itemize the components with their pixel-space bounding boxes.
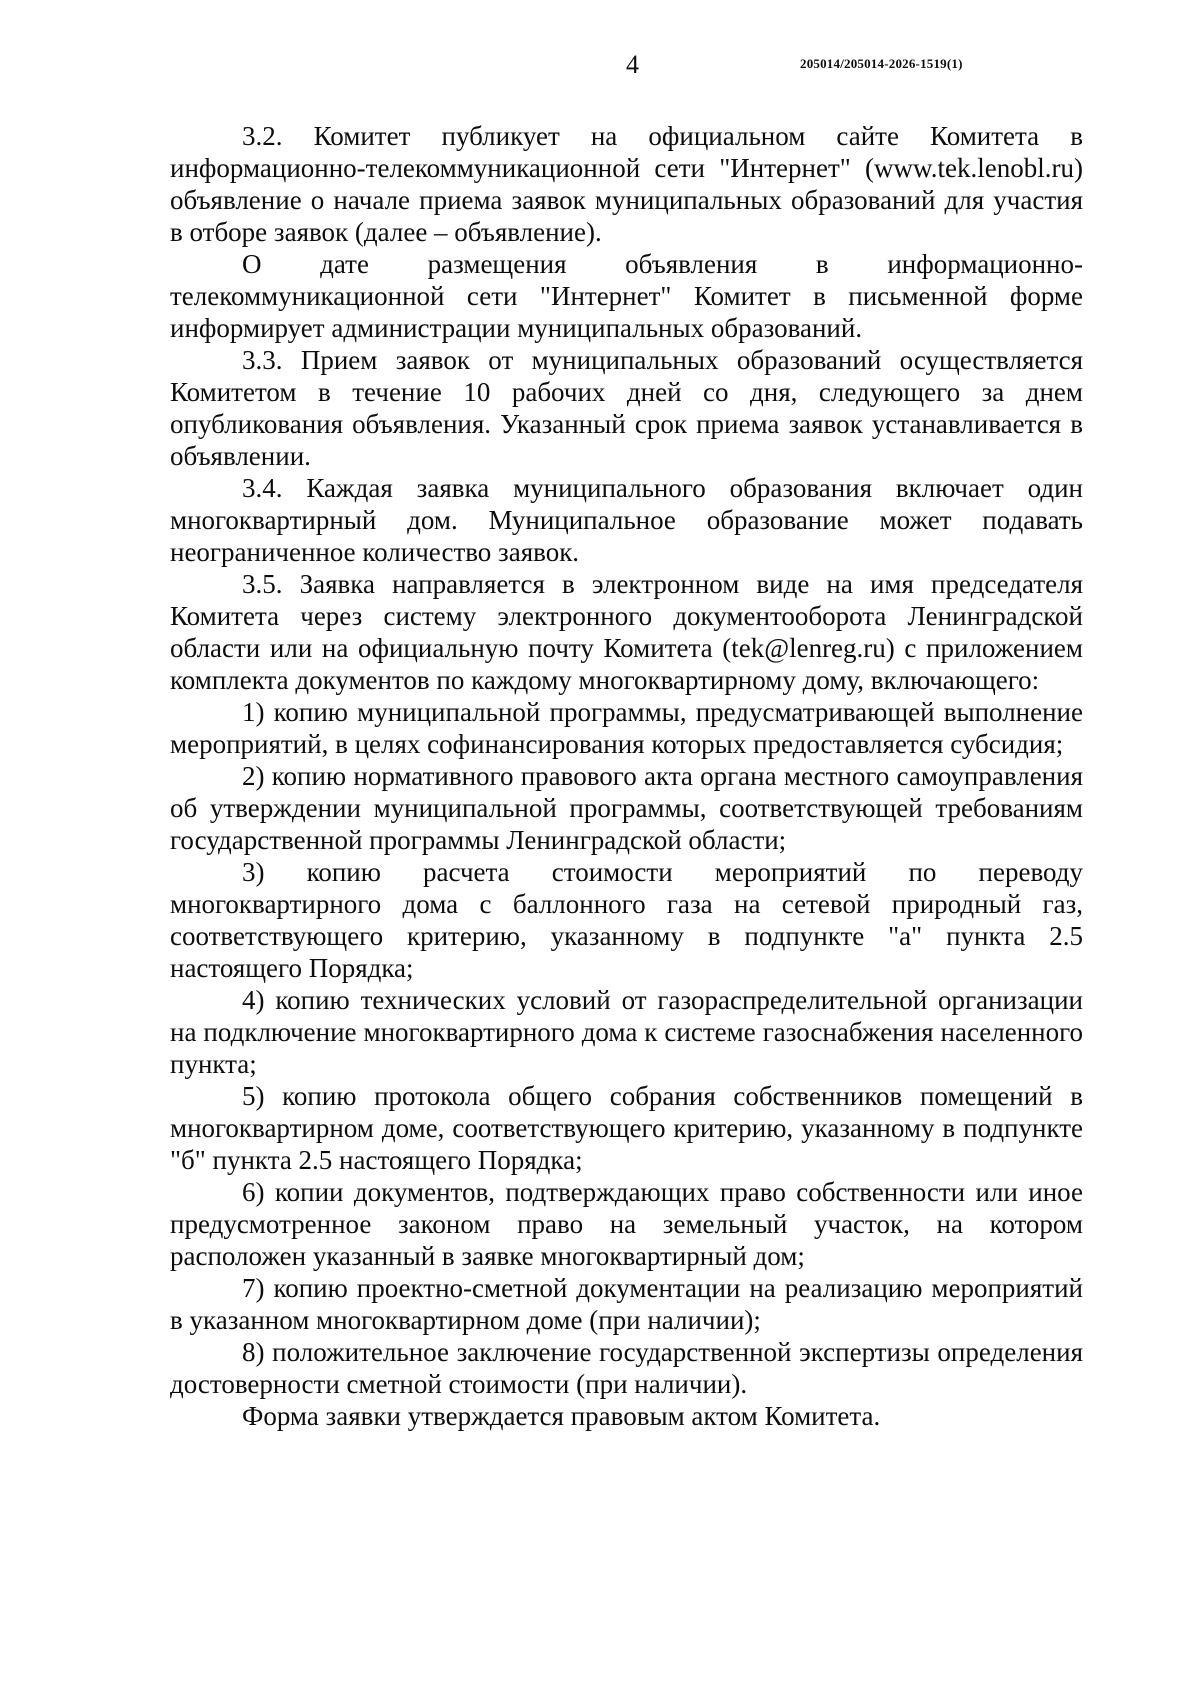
page-number: 4 [626, 50, 639, 79]
list-item-8: 8) положительное заключение государственной экспертизы определения достоверности сметной стоимости (при наличии). [170, 1337, 1083, 1399]
paragraph-3-4: 3.4. Каждая заявка муниципального образования включает один многоквартирный дом. Муниципальное образование может подавать неограниченное количество заявок. [170, 473, 1083, 567]
list-item-1: 1) копию муниципальной программы, предусматривающей выполнение мероприятий, в целях софинансирования которых предоставляется субсидия; [170, 697, 1083, 759]
list-item-7: 7) копию проектно-сметной документации на реализацию мероприятий в указанном многоквартирном доме (при наличии); [170, 1273, 1083, 1335]
paragraph-3-2: 3.2. Комитет публикует на официальном сайте Комитета в информационно-телекоммуникационной сети "Интернет" (www.tek.lenobl.ru) объявление о начале приема заявок муниципальных образований для участия в отборе заявок (далее – объявление). [170, 121, 1083, 247]
list-item-3: 3) копию расчета стоимости мероприятий по переводу многоквартирного дома с баллонного газа на сетевой природный газ, соответствующего критерию, указанному в подпункте "а" пункта 2.5 настоящего Порядка; [170, 857, 1083, 983]
list-item-2: 2) копию нормативного правового акта органа местного самоуправления об утверждении муниципальной программы, соответствующей требованиям государственной программы Ленинградской области; [170, 761, 1083, 855]
document-body [170, 120, 1083, 1432]
paragraph-form-approval: Форма заявки утверждается правовым актом Комитета. [242, 1401, 881, 1431]
list-item-5: 5) копию протокола общего собрания собственников помещений в многоквартирном доме, соответствующего критерию, указанному в подпункте "б" пункта 2.5 настоящего Порядка; [170, 1081, 1083, 1175]
list-item-6: 6) копии документов, подтверждающих право собственности или иное предусмотренное законом право на земельный участок, на котором расположен указанный в заявке многоквартирный дом; [170, 1177, 1083, 1271]
document-code: 205014/205014-2026-1519(1) [800, 56, 963, 71]
paragraph-publication-date: О дате размещения объявления в информационно-телекоммуникационной сети "Интернет" Комитет в письменной форме информирует администрации муниципальных образований. [170, 249, 1083, 343]
list-item-4: 4) копию технических условий от газораспределительной организации на подключение многоквартирного дома к системе газоснабжения населенного пункта; [170, 985, 1083, 1079]
paragraph-3-5: 3.5. Заявка направляется в электронном виде на имя председателя Комитета через систему электронного документооборота Ленинградской области или на официальную почту Комитета (tek@lenreg.ru) с приложением комплекта документов по каждому многоквартирному дому, включающего: [170, 569, 1083, 695]
paragraph-3-3: 3.3. Прием заявок от муниципальных образований осуществляется Комитетом в течение 10 рабочих дней со дня, следующего за днем опубликования объявления. Указанный срок приема заявок устанавливается в объявлении. [170, 345, 1083, 471]
